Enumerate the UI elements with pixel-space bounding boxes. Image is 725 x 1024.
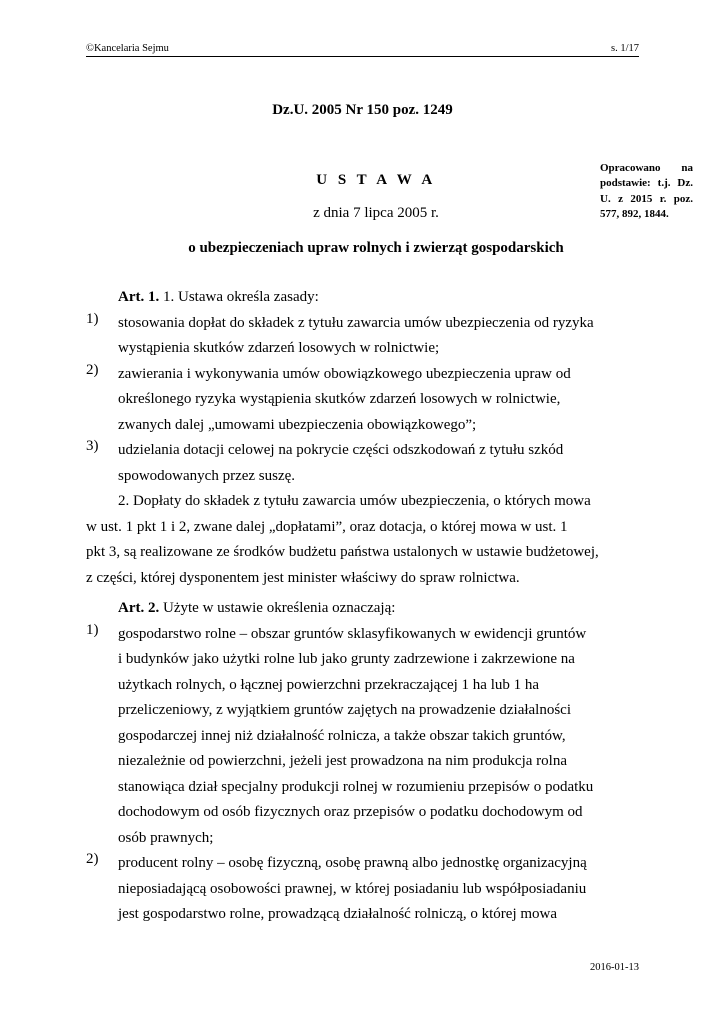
art1-par2-line: 2. Dopłaty do składek z tytułu zawarcia umów ubezpieczenia, o których mowa [118,493,591,509]
item-line: gospodarstwo rolne – obszar gruntów sklasyfikowanych w ewidencji gruntów [118,625,587,642]
art2-label: Art. 2. [118,600,160,616]
item-line: wystąpienia skutków zdarzeń losowych w rolnictwie; [118,340,440,356]
item-line: użytkach rolnych, o łącznej powierzchni przekraczającej 1 ha lub 1 ha [118,676,540,693]
art1-intro-text: 1. Ustawa określa zasady: [159,289,319,305]
art1-item-3 [86,438,588,489]
art1-par2-line: pkt 3, są realizowane ze środków budżetu państwa ustalonych w ustawie budżetowej, [86,544,599,560]
item-line: zwanych dalej „umowami ubezpieczenia obowiązkowego”; [118,416,477,433]
art1-par2-line: w ust. 1 pkt 1 i 2, zwane dalej „dopłatami”, oraz dotacja, o której mowa w ust. 1 [86,518,568,535]
item-line: spowodowanych przez suszę. [118,467,296,484]
document-body [86,285,599,928]
document-reference: Dz.U. 2005 Nr 150 poz. 1249 [272,102,453,118]
item-line: zawierania i wykonywania umów obowiązkowego ubezpieczenia upraw od [118,365,571,382]
item-number: 1) [86,310,99,327]
item-line: stanowiąca dział specjalny produkcji rolnej w rozumieniu przepisów o podatku [118,778,594,795]
art1-par2-line: z części, której dysponentem jest minister właściwy do spraw rolnictwa. [86,569,520,586]
item-number: 2) [86,361,99,378]
header-rule [86,56,639,57]
item-line: określonego ryzyka wystąpienia skutków zdarzeń losowych w rolnictwie, [118,391,561,407]
art1-item-1 [86,310,594,362]
consolidation-note: Opracowano na podstawie: t.j. Dz. U. z 2015 r. poz. 577, 892, 1844. [600,162,693,221]
art2-intro [86,596,588,622]
act-date: z dnia 7 lipca 2005 r. [313,205,439,221]
item-line: udzielania dotacji celowej na pokrycie części odszkodowań z tytułu szkód [118,442,564,458]
act-subject: o ubezpieczeniach upraw rolnych i zwierząt gospodarskich [188,240,564,256]
item-line: stosowania dopłat do składek z tytułu zawarcia umów ubezpieczenia od ryzyka [118,314,594,331]
art2-intro-text: Użyte w ustawie określenia oznaczają: [159,600,396,616]
item-line: dochodowym od osób fizycznych oraz przepisów o podatku dochodowym od [118,804,583,820]
item-line: i budynków jako użytki rolne lub jako grunty zadrzewione i zakrzewione na [118,651,575,667]
item-line: nieposiadającą osobowości prawnej, w której posiadaniu lub współposiadaniu [118,880,587,897]
item-line: jest gospodarstwo rolne, prowadzącą działalność rolniczą, o której mowa [118,906,558,922]
art1-intro [86,285,588,311]
page-number: s. 1/17 [610,43,639,54]
item-number: 3) [86,438,99,454]
item-line: gospodarczej innej niż działalność rolnicza, a także obszar takich gruntów, [118,727,566,744]
header-source: ©Kancelaria Sejmu [86,43,169,54]
art2-item-2 [86,851,588,928]
item-line: niezależnie od powierzchni, jeżeli jest prowadzona na nim produkcja rolna [118,753,567,769]
act-title: U S T A W A [316,172,436,188]
item-line: przeliczeniowy, z wyjątkiem gruntów zajętych na prowadzenie działalności [118,702,572,718]
item-line: osób prawnych; [118,829,214,846]
item-number: 1) [86,621,99,638]
art1-label: Art. 1. [118,289,160,305]
art1-item-2 [86,362,588,439]
art2-item-1 [86,621,594,852]
footer-date: 2016-01-13 [590,962,639,973]
item-number: 2) [86,851,99,867]
item-line: producent rolny – osobę fizyczną, osobę prawną albo jednostkę organizacyjną [118,855,587,871]
